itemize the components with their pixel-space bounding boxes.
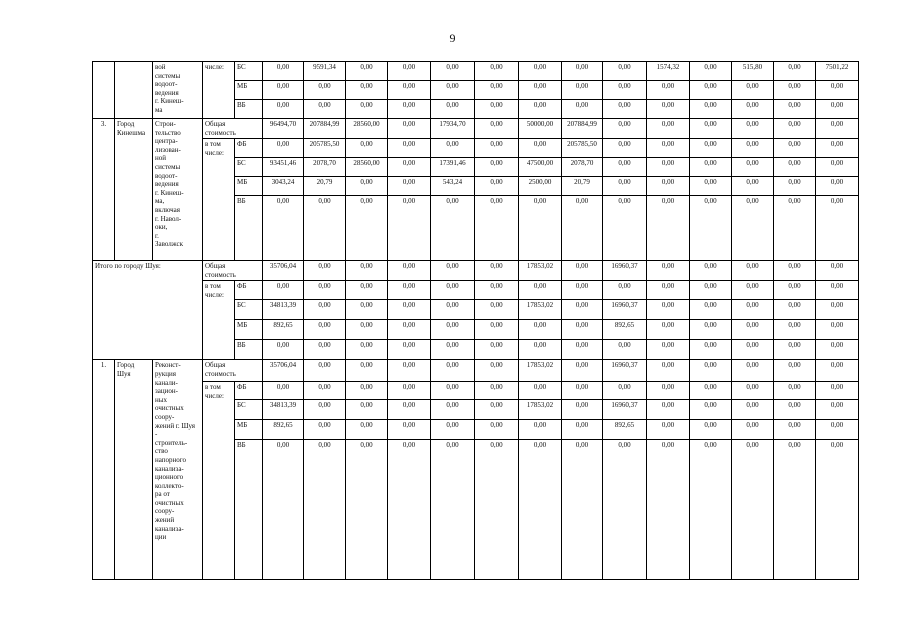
value-cell: 50000,00 [519, 119, 562, 139]
value-cell: 0,00 [388, 281, 431, 300]
value-cell: 0,00 [431, 420, 475, 440]
value-cell: 0,00 [519, 281, 562, 300]
value-cell: 205785,50 [304, 139, 346, 158]
value-cell: 0,00 [304, 360, 346, 382]
value-cell: 17853,02 [519, 400, 562, 420]
value-cell: 0,00 [475, 119, 519, 139]
value-cell: 0,00 [690, 400, 732, 420]
value-cell: 7501,22 [816, 62, 859, 81]
page-number: 9 [449, 31, 456, 45]
value-cell: 0,00 [603, 119, 647, 139]
value-cell: 0,00 [774, 320, 816, 340]
value-cell: 0,00 [647, 139, 690, 158]
value-cell: 0,00 [431, 300, 475, 320]
table-row [93, 62, 859, 81]
city-cell [115, 62, 153, 119]
value-cell: 0,00 [647, 281, 690, 300]
value-cell: 0,00 [732, 281, 774, 300]
value-cell: 0,00 [304, 440, 346, 580]
value-cell: 0,00 [346, 300, 388, 320]
value-cell: 0,00 [816, 196, 859, 261]
value-cell: 0,00 [774, 62, 816, 81]
value-cell: 0,00 [388, 382, 431, 400]
value-cell: 0,00 [431, 196, 475, 261]
value-cell: 0,00 [774, 281, 816, 300]
value-cell: 0,00 [346, 400, 388, 420]
value-cell: 0,00 [732, 400, 774, 420]
value-cell: 0,00 [816, 320, 859, 340]
value-cell: 0,00 [304, 382, 346, 400]
source-code-cell: БС [235, 158, 263, 177]
table-body [93, 62, 859, 580]
value-cell: 0,00 [475, 420, 519, 440]
value-cell: 0,00 [774, 420, 816, 440]
value-cell: 0,00 [816, 100, 859, 119]
value-cell: 0,00 [562, 320, 603, 340]
source-code-cell: БС [235, 62, 263, 81]
value-cell: 17853,02 [519, 360, 562, 382]
value-cell: 0,00 [304, 281, 346, 300]
total-label-cell: Общая стоимость [203, 360, 263, 382]
value-cell: 0,00 [304, 320, 346, 340]
value-cell: 0,00 [519, 62, 562, 81]
value-cell: 34813,39 [263, 300, 304, 320]
value-cell: 2078,70 [562, 158, 603, 177]
value-cell: 0,00 [690, 382, 732, 400]
value-cell: 0,00 [519, 440, 562, 580]
value-cell: 0,00 [388, 360, 431, 382]
source-code-cell: МБ [235, 420, 263, 440]
value-cell: 0,00 [647, 158, 690, 177]
value-cell: 0,00 [388, 440, 431, 580]
value-cell: 0,00 [519, 100, 562, 119]
value-cell: 0,00 [475, 340, 519, 360]
value-cell: 0,00 [562, 281, 603, 300]
source-code-cell: ФБ [235, 139, 263, 158]
value-cell: 0,00 [774, 158, 816, 177]
value-cell: 0,00 [732, 139, 774, 158]
value-cell: 0,00 [816, 177, 859, 196]
value-cell: 0,00 [475, 360, 519, 382]
value-cell: 543,24 [431, 177, 475, 196]
value-cell: 0,00 [774, 440, 816, 580]
value-cell: 0,00 [732, 119, 774, 139]
value-cell: 0,00 [346, 100, 388, 119]
value-cell: 0,00 [388, 81, 431, 100]
value-cell: 0,00 [346, 261, 388, 281]
value-cell: 892,65 [603, 320, 647, 340]
value-cell: 0,00 [816, 360, 859, 382]
value-cell: 0,00 [732, 320, 774, 340]
value-cell: 0,00 [647, 196, 690, 261]
value-cell: 0,00 [732, 177, 774, 196]
value-cell: 0,00 [816, 340, 859, 360]
value-cell: 0,00 [774, 139, 816, 158]
value-cell: 16960,37 [603, 300, 647, 320]
financing-table [92, 61, 859, 580]
value-cell: 0,00 [519, 340, 562, 360]
source-code-cell: ВБ [235, 440, 263, 580]
value-cell: 0,00 [603, 440, 647, 580]
value-cell: 0,00 [346, 320, 388, 340]
value-cell: 0,00 [388, 119, 431, 139]
value-cell: 96494,70 [263, 119, 304, 139]
value-cell: 0,00 [774, 261, 816, 281]
description-cell: вой системы водоот- ведения г. Кинеш- ма [153, 62, 203, 119]
value-cell: 0,00 [647, 261, 690, 281]
value-cell: 0,00 [647, 420, 690, 440]
value-cell: 0,00 [263, 62, 304, 81]
value-cell: 0,00 [647, 320, 690, 340]
value-cell: 0,00 [732, 420, 774, 440]
source-code-cell: МБ [235, 320, 263, 340]
value-cell: 892,65 [263, 320, 304, 340]
source-code-cell: БС [235, 300, 263, 320]
description-cell: Реконст- рукция канали- зацион- ных очистных соору- жений г. Шуя - строитель- ство напорного канализа- ционного коллекто- ра от очистных соору- жений канализа- ции [153, 360, 203, 580]
value-cell: 0,00 [774, 119, 816, 139]
value-cell: 0,00 [690, 177, 732, 196]
value-cell: 0,00 [690, 261, 732, 281]
value-cell: 0,00 [690, 139, 732, 158]
value-cell: 0,00 [519, 81, 562, 100]
source-code-cell: ФБ [235, 382, 263, 400]
value-cell: 0,00 [346, 177, 388, 196]
value-cell: 0,00 [304, 100, 346, 119]
source-code-cell: МБ [235, 81, 263, 100]
value-cell: 0,00 [774, 340, 816, 360]
value-cell: 0,00 [603, 158, 647, 177]
value-cell: 0,00 [690, 420, 732, 440]
value-cell: 0,00 [774, 100, 816, 119]
value-cell: 20,79 [304, 177, 346, 196]
value-cell: 0,00 [732, 300, 774, 320]
value-cell: 0,00 [263, 281, 304, 300]
value-cell: 0,00 [774, 81, 816, 100]
value-cell: 0,00 [603, 281, 647, 300]
source-code-cell: ВБ [235, 196, 263, 261]
source-code-cell: ВБ [235, 340, 263, 360]
value-cell: 0,00 [519, 196, 562, 261]
value-cell: 0,00 [690, 320, 732, 340]
value-cell: 0,00 [475, 81, 519, 100]
value-cell: 0,00 [431, 340, 475, 360]
sub-label-cell: в том числе: [203, 382, 235, 580]
value-cell: 0,00 [431, 81, 475, 100]
value-cell: 0,00 [475, 400, 519, 420]
value-cell: 0,00 [732, 196, 774, 261]
total-label-cell: Общая стоимость [203, 119, 263, 139]
value-cell: 0,00 [519, 420, 562, 440]
value-cell: 0,00 [816, 158, 859, 177]
value-cell: 0,00 [690, 100, 732, 119]
value-cell: 892,65 [263, 420, 304, 440]
value-cell: 0,00 [690, 62, 732, 81]
value-cell: 0,00 [816, 420, 859, 440]
value-cell: 28560,00 [346, 158, 388, 177]
sub-label-cell: в том числе: [203, 281, 235, 360]
value-cell: 0,00 [647, 382, 690, 400]
value-cell: 0,00 [431, 100, 475, 119]
value-cell: 0,00 [475, 320, 519, 340]
value-cell: 1574,32 [647, 62, 690, 81]
value-cell: 205785,50 [562, 139, 603, 158]
value-cell: 35706,04 [263, 261, 304, 281]
value-cell: 0,00 [263, 81, 304, 100]
sub-label-cell: в том числе: [203, 139, 235, 261]
value-cell: 20,79 [562, 177, 603, 196]
value-cell: 0,00 [388, 196, 431, 261]
value-cell: 0,00 [346, 420, 388, 440]
value-cell: 0,00 [475, 100, 519, 119]
value-cell: 0,00 [647, 177, 690, 196]
value-cell: 0,00 [562, 196, 603, 261]
value-cell: 0,00 [475, 440, 519, 580]
value-cell: 0,00 [562, 300, 603, 320]
value-cell: 0,00 [346, 62, 388, 81]
value-cell: 0,00 [690, 158, 732, 177]
value-cell: 892,65 [603, 420, 647, 440]
value-cell: 17391,46 [431, 158, 475, 177]
value-cell: 0,00 [774, 300, 816, 320]
value-cell: 0,00 [690, 440, 732, 580]
value-cell: 0,00 [475, 281, 519, 300]
value-cell: 0,00 [562, 382, 603, 400]
value-cell: 0,00 [388, 158, 431, 177]
value-cell: 0,00 [732, 100, 774, 119]
value-cell: 0,00 [346, 281, 388, 300]
value-cell: 0,00 [690, 281, 732, 300]
value-cell: 0,00 [388, 400, 431, 420]
value-cell: 0,00 [732, 382, 774, 400]
source-code-cell: БС [235, 400, 263, 420]
value-cell: 0,00 [519, 320, 562, 340]
city-cell: Город Шуя [115, 360, 153, 580]
value-cell: 0,00 [774, 177, 816, 196]
table-row [93, 360, 859, 382]
value-cell: 0,00 [732, 81, 774, 100]
value-cell: 0,00 [647, 400, 690, 420]
value-cell: 0,00 [647, 440, 690, 580]
value-cell: 0,00 [647, 300, 690, 320]
source-code-cell: ВБ [235, 100, 263, 119]
value-cell: 0,00 [732, 360, 774, 382]
value-cell: 0,00 [304, 196, 346, 261]
value-cell: 0,00 [816, 300, 859, 320]
value-cell: 0,00 [431, 382, 475, 400]
value-cell: 0,00 [431, 320, 475, 340]
value-cell: 0,00 [562, 81, 603, 100]
value-cell: 0,00 [774, 400, 816, 420]
value-cell: 0,00 [774, 196, 816, 261]
sub-label-cell: числе: [203, 62, 235, 119]
value-cell: 0,00 [304, 400, 346, 420]
value-cell: 28560,00 [346, 119, 388, 139]
value-cell: 0,00 [475, 62, 519, 81]
value-cell: 0,00 [346, 340, 388, 360]
value-cell: 0,00 [388, 100, 431, 119]
value-cell: 0,00 [431, 360, 475, 382]
value-cell: 0,00 [475, 261, 519, 281]
value-cell: 0,00 [732, 261, 774, 281]
value-cell: 0,00 [647, 119, 690, 139]
value-cell: 35706,04 [263, 360, 304, 382]
value-cell: 0,00 [774, 360, 816, 382]
value-cell: 0,00 [519, 382, 562, 400]
description-cell: Строи- тельство центра- лизован- ной системы водоот- ведения г. Кинеш- ма, включая г. Навол- оки, г. Заволжск [153, 119, 203, 261]
value-cell: 0,00 [603, 177, 647, 196]
table-row [93, 139, 859, 158]
value-cell: 0,00 [647, 340, 690, 360]
value-cell: 0,00 [562, 340, 603, 360]
value-cell: 47500,00 [519, 158, 562, 177]
value-cell: 17934,70 [431, 119, 475, 139]
value-cell: 0,00 [475, 139, 519, 158]
subtotal-title-cell: Итого по городу Шуя: [93, 261, 203, 360]
value-cell: 207884,99 [562, 119, 603, 139]
value-cell: 0,00 [304, 300, 346, 320]
table-row [93, 281, 859, 300]
value-cell: 16960,37 [603, 400, 647, 420]
value-cell: 34813,39 [263, 400, 304, 420]
value-cell: 0,00 [603, 100, 647, 119]
table-row [93, 119, 859, 139]
value-cell: 0,00 [690, 119, 732, 139]
value-cell: 0,00 [263, 440, 304, 580]
value-cell: 0,00 [732, 440, 774, 580]
value-cell: 0,00 [304, 261, 346, 281]
value-cell: 0,00 [816, 440, 859, 580]
value-cell: 0,00 [816, 281, 859, 300]
value-cell: 0,00 [562, 62, 603, 81]
value-cell: 2078,70 [304, 158, 346, 177]
value-cell: 0,00 [431, 400, 475, 420]
value-cell: 0,00 [388, 340, 431, 360]
value-cell: 0,00 [774, 382, 816, 400]
value-cell: 0,00 [388, 300, 431, 320]
value-cell: 0,00 [603, 382, 647, 400]
value-cell: 0,00 [263, 100, 304, 119]
value-cell: 0,00 [562, 360, 603, 382]
value-cell: 0,00 [431, 62, 475, 81]
value-cell: 0,00 [475, 177, 519, 196]
value-cell: 16960,37 [603, 360, 647, 382]
number-cell [93, 62, 115, 119]
value-cell: 0,00 [562, 261, 603, 281]
value-cell: 0,00 [816, 139, 859, 158]
value-cell: 17853,02 [519, 300, 562, 320]
value-cell: 0,00 [346, 196, 388, 261]
value-cell: 0,00 [603, 340, 647, 360]
value-cell: 0,00 [475, 196, 519, 261]
value-cell: 0,00 [816, 119, 859, 139]
value-cell: 0,00 [388, 320, 431, 340]
value-cell: 9591,34 [304, 62, 346, 81]
value-cell: 0,00 [346, 382, 388, 400]
value-cell: 0,00 [603, 62, 647, 81]
value-cell: 0,00 [388, 420, 431, 440]
value-cell: 0,00 [431, 281, 475, 300]
value-cell: 0,00 [475, 300, 519, 320]
value-cell: 207884,99 [304, 119, 346, 139]
value-cell: 0,00 [562, 400, 603, 420]
value-cell: 0,00 [647, 360, 690, 382]
item-number-cell: 1. [93, 360, 115, 580]
value-cell: 0,00 [431, 440, 475, 580]
table-row [93, 261, 859, 281]
source-code-cell: ФБ [235, 281, 263, 300]
value-cell: 2500,00 [519, 177, 562, 196]
value-cell: 0,00 [816, 400, 859, 420]
value-cell: 0,00 [603, 139, 647, 158]
value-cell: 0,00 [346, 139, 388, 158]
value-cell: 0,00 [690, 360, 732, 382]
value-cell: 0,00 [603, 196, 647, 261]
value-cell: 0,00 [690, 196, 732, 261]
value-cell: 0,00 [263, 340, 304, 360]
value-cell: 0,00 [562, 420, 603, 440]
value-cell: 0,00 [431, 261, 475, 281]
value-cell: 0,00 [388, 177, 431, 196]
value-cell: 0,00 [690, 81, 732, 100]
value-cell: 0,00 [431, 139, 475, 158]
item-number-cell: 3. [93, 119, 115, 261]
value-cell: 0,00 [388, 139, 431, 158]
value-cell: 0,00 [475, 158, 519, 177]
value-cell: 93451,46 [263, 158, 304, 177]
value-cell: 0,00 [304, 340, 346, 360]
value-cell: 0,00 [519, 139, 562, 158]
city-cell: Город Кинешма [115, 119, 153, 261]
value-cell: 0,00 [346, 440, 388, 580]
total-label-cell: Общая стоимость [203, 261, 263, 281]
value-cell: 0,00 [263, 139, 304, 158]
value-cell: 0,00 [562, 100, 603, 119]
value-cell: 0,00 [475, 382, 519, 400]
value-cell: 515,80 [732, 62, 774, 81]
value-cell: 0,00 [647, 81, 690, 100]
value-cell: 0,00 [346, 360, 388, 382]
value-cell: 3043,24 [263, 177, 304, 196]
value-cell: 16960,37 [603, 261, 647, 281]
value-cell: 0,00 [263, 382, 304, 400]
value-cell: 0,00 [732, 340, 774, 360]
value-cell: 0,00 [690, 340, 732, 360]
value-cell: 0,00 [603, 81, 647, 100]
value-cell: 0,00 [263, 196, 304, 261]
table-row [93, 382, 859, 400]
value-cell: 0,00 [388, 62, 431, 81]
value-cell: 0,00 [304, 420, 346, 440]
value-cell: 0,00 [816, 382, 859, 400]
value-cell: 0,00 [346, 81, 388, 100]
value-cell: 0,00 [562, 440, 603, 580]
value-cell: 0,00 [388, 261, 431, 281]
value-cell: 17853,02 [519, 261, 562, 281]
value-cell: 0,00 [732, 158, 774, 177]
value-cell: 0,00 [816, 261, 859, 281]
value-cell: 0,00 [690, 300, 732, 320]
source-code-cell: МБ [235, 177, 263, 196]
value-cell: 0,00 [647, 100, 690, 119]
value-cell: 0,00 [304, 81, 346, 100]
value-cell: 0,00 [816, 81, 859, 100]
